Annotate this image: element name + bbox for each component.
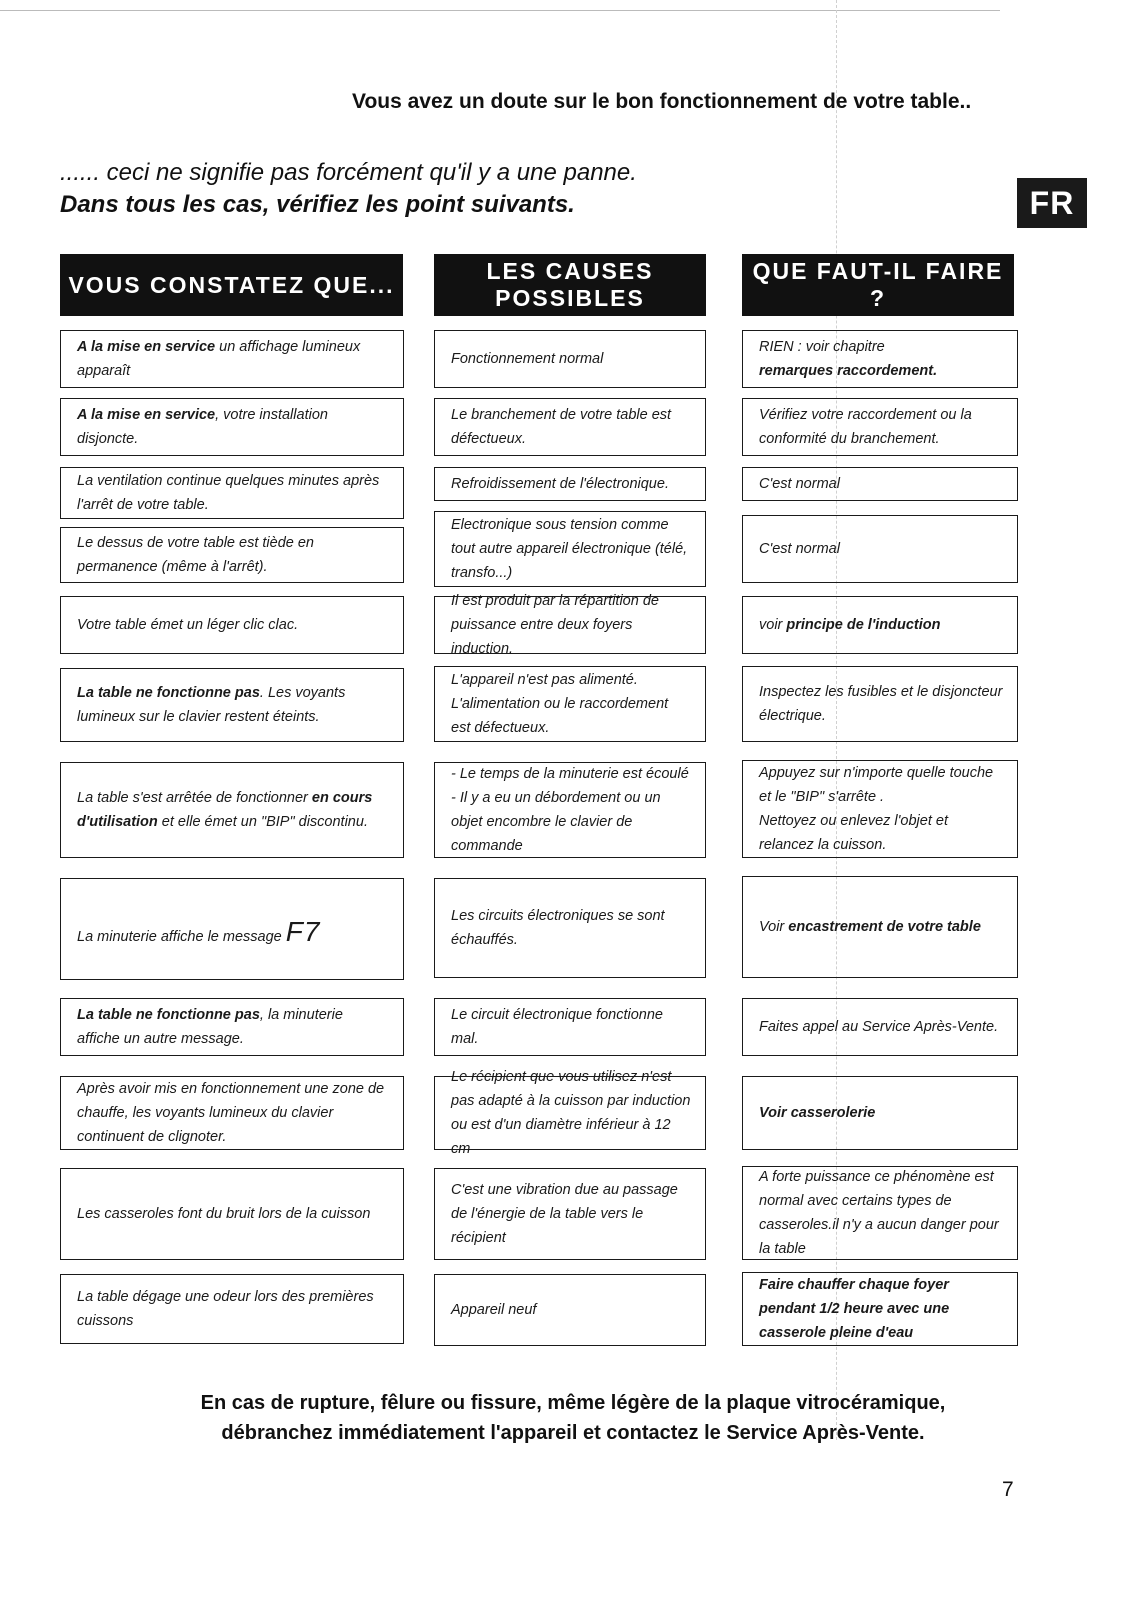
symptom-text: , votre installation disjoncte. [77, 407, 328, 447]
cause-cell [434, 593, 706, 657]
symptom-text: . Les voyants lumineux sur le clavier restent éteints. [77, 685, 346, 725]
cause-text: C'est une vibration due au passage de l'énergie de la table vers le récipient [451, 1182, 678, 1246]
symptom-text: , la minuterie affiche un autre message. [77, 1007, 343, 1047]
intro-italic-line: ...... ceci ne signifie pas forcément qu'il y a une panne. [60, 159, 637, 186]
symptom-cell [60, 527, 404, 583]
cause-text: Il est produit par la répartition de puissance entre deux foyers induction. [451, 593, 659, 657]
symptom-bold: A la mise en service [77, 407, 216, 423]
cause-text: Refroidissement de l'électronique. [451, 476, 669, 492]
symptom-bold: La table ne fonctionne pas [77, 685, 260, 701]
cause-text: Fonctionnement normal [451, 351, 604, 367]
action-bold: Faire chauffer chaque foyer pendant 1/2 heure avec une casserole pleine d'eau [759, 1277, 950, 1341]
safety-warning-line-2: débranchez immédiatement l'appareil et contactez le Service Après-Vente. [221, 1422, 925, 1444]
cause-text: Le branchement de votre table est défectueux. [451, 407, 672, 447]
action-text: Faites appel au Service Après-Vente. [759, 1019, 999, 1035]
symptom-text: La ventilation continue quelques minutes après l'arrêt de votre table. [77, 473, 380, 513]
action-cell [742, 760, 1018, 858]
symptom-text: un affichage lumineux apparaît [77, 339, 361, 379]
symptom-bold: A la mise en service [77, 339, 216, 355]
symptom-bold: en cours d'utilisation [77, 790, 373, 830]
symptom-cell [60, 1274, 404, 1344]
symptom-cell [60, 878, 404, 980]
action-cell [742, 1272, 1018, 1346]
cause-cell [434, 878, 706, 978]
top-rule [0, 10, 1000, 11]
cause-cell [434, 467, 706, 501]
error-code-f7: F7 [285, 915, 321, 947]
cause-text: Electronique sous tension comme tout autre appareil électronique (télé, transfo...) [451, 517, 688, 581]
symptom-text-end: et elle émet un "BIP" discontinu. [157, 814, 368, 830]
cause-cell [434, 762, 706, 858]
action-cell [742, 1076, 1018, 1150]
cause-text: Le récipient que vous utilisez n'est pas adapté à la cuisson par induction ou est d'un diamètre inférieur à 12 cm [451, 1069, 691, 1157]
action-cell [742, 398, 1018, 456]
symptom-text: Votre table émet un léger clic clac. [77, 617, 299, 633]
action-cell [742, 330, 1018, 388]
page-number: 7 [1002, 1478, 1014, 1501]
cause-text: - Le temps de la minuterie est écoulé - Il y a eu un débordement ou un objet encombre le clavier de commande [451, 766, 689, 854]
column-header-cause: LES CAUSES POSSIBLES [434, 254, 706, 316]
action-text: C'est normal [759, 541, 840, 557]
action-text: voir [759, 617, 787, 633]
symptom-cell [60, 330, 404, 388]
intro-check-line: Dans tous les cas, vérifiez les point suivants. [60, 191, 575, 218]
action-cell [742, 1166, 1018, 1260]
symptom-text: Après avoir mis en fonctionnement une zone de chauffe, les voyants lumineux du clavier continuent de clignoter. [77, 1081, 385, 1145]
cause-text: Les circuits électroniques se sont échauffés. [451, 908, 665, 948]
symptom-cell [60, 1076, 404, 1150]
action-bold: principe de l'induction [786, 617, 941, 633]
symptom-cell [60, 467, 404, 519]
action-bold: encastrement de votre table [788, 919, 981, 935]
intro-heading: Vous avez un doute sur le bon fonctionnement de votre table.. [352, 90, 972, 113]
cause-cell [434, 998, 706, 1056]
language-badge: FR [1017, 178, 1087, 228]
action-text: Inspectez les fusibles et le disjoncteur électrique. [759, 684, 1003, 724]
cause-cell [434, 1168, 706, 1260]
symptom-cell [60, 668, 404, 742]
cause-cell [434, 330, 706, 388]
action-text: Voir [759, 919, 789, 935]
action-cell [742, 666, 1018, 742]
cause-text: L'appareil n'est pas alimenté. L'alimentation ou le raccordement est défectueux. [451, 672, 669, 736]
action-cell [742, 876, 1018, 978]
cause-text: Appareil neuf [451, 1302, 537, 1318]
safety-warning-line-1: En cas de rupture, fêlure ou fissure, même légère de la plaque vitrocéramique, [200, 1392, 946, 1414]
action-text: Appuyez sur n'importe quelle touche et le "BIP" s'arrête . Nettoyez ou enlevez l'objet et relancez la cuisson. [759, 765, 994, 853]
symptom-cell [60, 596, 404, 654]
action-cell [742, 998, 1018, 1056]
symptom-text: Le dessus de votre table est tiède en permanence (même à l'arrêt). [77, 535, 314, 575]
cause-cell [434, 666, 706, 742]
cause-cell [434, 1069, 706, 1157]
column-header-symptom: VOUS CONSTATEZ QUE... [60, 254, 403, 316]
action-bold: Voir casserolerie [759, 1105, 876, 1121]
symptom-text: La table s'est arrêtée de fonctionner [77, 790, 312, 806]
cause-cell [434, 398, 706, 456]
symptom-text: La minuterie affiche le message [77, 928, 286, 945]
action-text: RIEN : voir chapitre [759, 339, 885, 355]
symptom-cell [60, 398, 404, 456]
action-cell [742, 515, 1018, 583]
safety-warning [60, 1388, 1086, 1448]
symptom-cell [60, 998, 404, 1056]
symptom-text: La table dégage une odeur lors des premières cuissons [77, 1289, 374, 1329]
symptom-text: Les casseroles font du bruit lors de la cuisson [77, 1206, 371, 1222]
cause-cell [434, 1274, 706, 1346]
action-text: Vérifiez votre raccordement ou la conformité du branchement. [759, 407, 972, 447]
action-text: A forte puissance ce phénomène est normal avec certains types de casseroles.il n'y a aucun danger pour la table [759, 1169, 999, 1257]
cause-cell [434, 511, 706, 587]
action-bold: remarques raccordement. [759, 363, 938, 379]
column-header-action: QUE FAUT-IL FAIRE ? [742, 254, 1014, 316]
action-text: C'est normal [759, 476, 840, 492]
cause-text: Le circuit électronique fonctionne mal. [451, 1007, 663, 1047]
action-cell [742, 467, 1018, 501]
symptom-cell [60, 1168, 404, 1260]
symptom-bold: La table ne fonctionne pas [77, 1007, 260, 1023]
action-cell [742, 596, 1018, 654]
symptom-cell [60, 762, 404, 858]
